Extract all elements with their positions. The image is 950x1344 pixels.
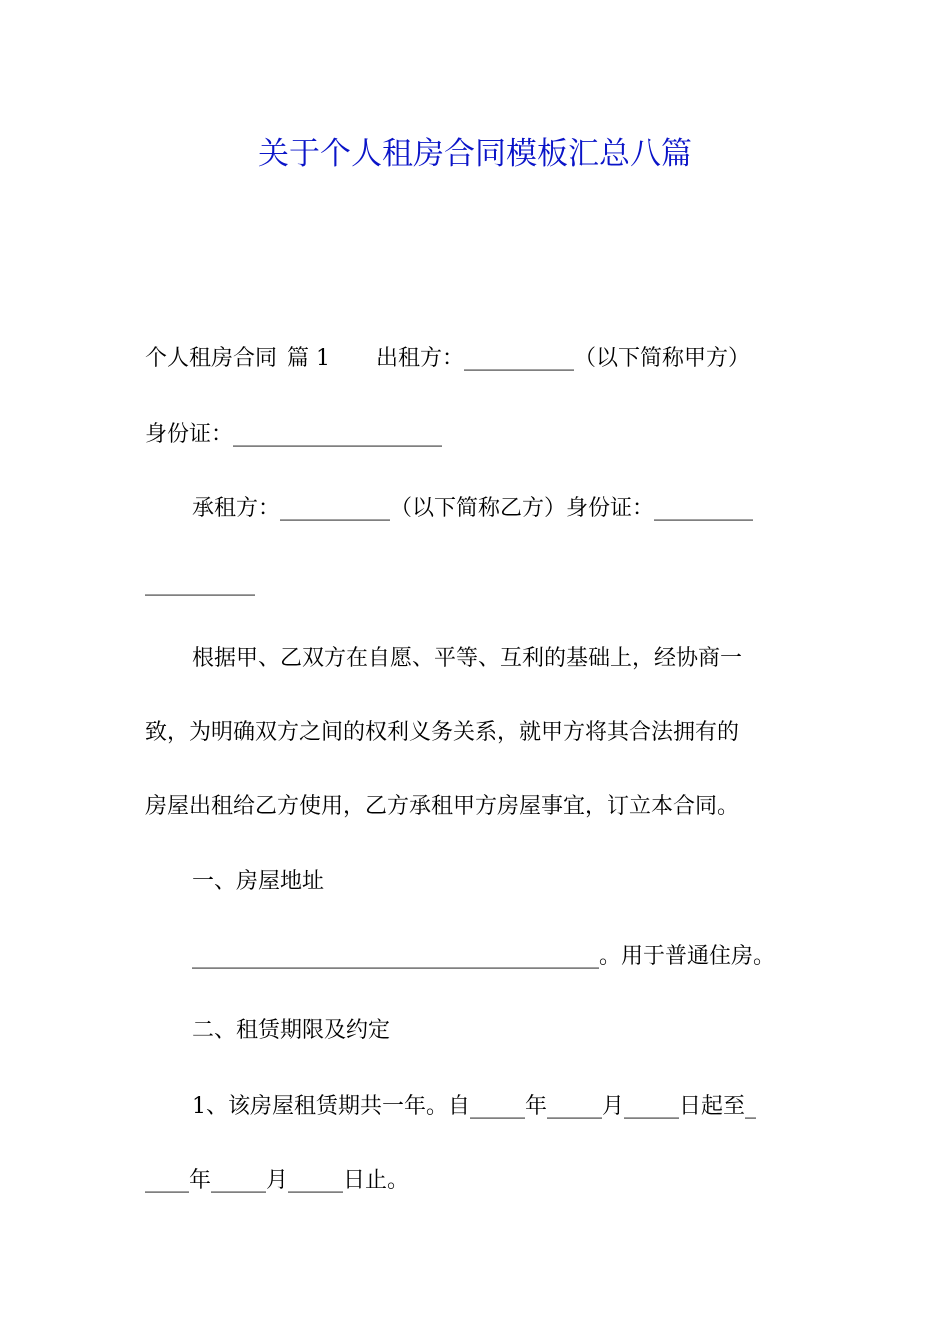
section-number: 篇 1 [287, 346, 331, 371]
lessor-line: 出租方：__________（以下简称甲方） [376, 346, 751, 371]
intro-paragraph-line-1: 根据甲、乙双方在自愿、平等、互利的基础上，经协商一 [192, 646, 743, 671]
section-heading-term: 二、租赁期限及约定 [192, 1018, 391, 1043]
lessee-id-continuation: __________ [145, 571, 255, 596]
section-label: 个人租房合同 [145, 346, 278, 371]
intro-paragraph-line-3: 房屋出租给乙方使用，乙方承租甲方房屋事宜，订立本合同。 [145, 794, 740, 819]
term-line-1: 1、该房屋租赁期共一年。自_____年_____月_____日起至_ [192, 1094, 756, 1119]
intro-paragraph-line-2: 致，为明确双方之间的权利义务关系，就甲方将其合法拥有的 [145, 720, 740, 745]
address-line: _____________________________________。用于普通住房。 [192, 944, 776, 969]
lessee-line: 承租方：__________（以下简称乙方）身份证：_________ [192, 496, 754, 521]
document-title: 关于个人租房合同模板汇总八篇 [258, 136, 692, 172]
section-heading-address: 一、房屋地址 [192, 869, 325, 894]
lessor-id-line: 身份证：___________________ [145, 422, 443, 447]
contract-header-line [145, 341, 805, 377]
term-line-2: ____年_____月_____日止。 [145, 1168, 410, 1193]
